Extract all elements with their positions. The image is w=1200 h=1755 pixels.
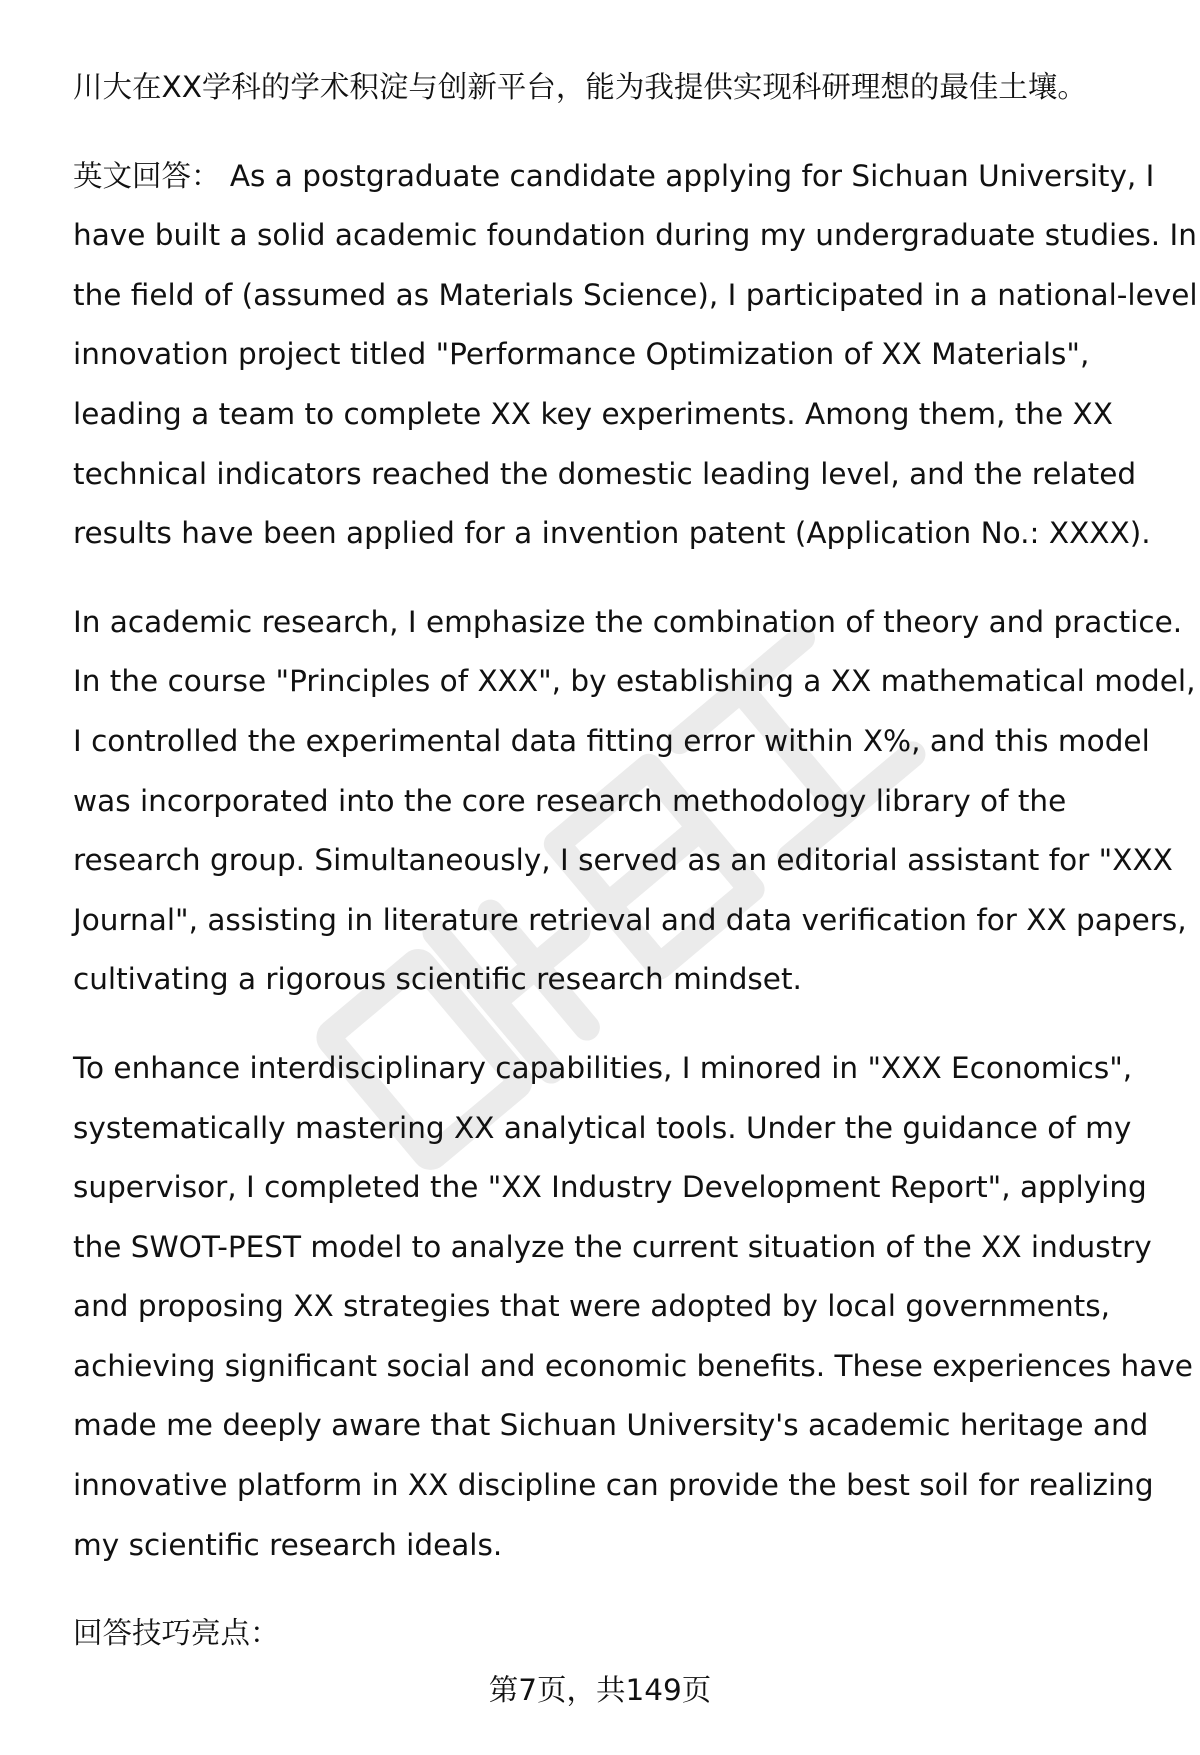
text-line: made me deeply aware that Sichuan University's academic heritage and <box>73 1408 1149 1443</box>
text-line: my scientific research ideals. <box>73 1527 503 1562</box>
text-line: supervisor, I completed the "XX Industry Development Report", applying <box>73 1170 1147 1205</box>
text-line: To enhance interdisciplinary capabilities, I minored in "XXX Economics", <box>73 1050 1133 1085</box>
paragraph <box>73 147 1198 564</box>
paragraph <box>73 593 1196 1010</box>
text-line: 川大在XX学科的学术积淀与创新平台，能为我提供实现科研理想的最佳土壤。 <box>73 70 1087 104</box>
text-line: achieving significant social and economic benefits. These experiences have <box>73 1348 1193 1383</box>
text-line: the field of (assumed as Materials Science), I participated in a national-level <box>73 277 1198 312</box>
document-body <box>73 58 1198 1664</box>
text-line: leading a team to complete XX key experiments. Among them, the XX <box>73 396 1113 431</box>
text-line: and proposing XX strategies that were adopted by local governments, <box>73 1289 1110 1324</box>
text-line: was incorporated into the core research methodology library of the <box>73 783 1067 818</box>
text-line: the SWOT-PEST model to analyze the current situation of the XX industry <box>73 1229 1152 1264</box>
paragraph <box>73 58 1163 118</box>
text-line: technical indicators reached the domestic leading level, and the related <box>73 456 1137 491</box>
text-line: Journal", assisting in literature retrieval and data verification for XX papers, <box>73 902 1187 937</box>
text-line: In academic research, I emphasize the combination of theory and practice. <box>73 604 1183 639</box>
text-line: systematically mastering XX analytical tools. Under the guidance of my <box>73 1110 1132 1145</box>
text-line: innovative platform in XX discipline can provide the best soil for realizing <box>73 1468 1154 1503</box>
text-line: research group. Simultaneously, I served as an editorial assistant for "XXX <box>73 843 1173 878</box>
text-line: innovation project titled "Performance Optimization of XX Materials", <box>73 337 1090 372</box>
text-line: I controlled the experimental data fitting error within X%, and this model <box>73 723 1150 758</box>
text-line: have built a solid academic foundation during my undergraduate studies. In <box>73 218 1197 253</box>
text-line: 英文回答： As a postgraduate candidate applying for Sichuan University, I <box>73 158 1155 193</box>
text-line: results have been applied for a invention patent (Application No.: XXXX). <box>73 516 1151 551</box>
paragraph <box>73 1604 1163 1664</box>
section-heading: 回答技巧亮点： <box>73 1616 280 1651</box>
page-number-footer: 第7页，共149页 <box>488 1673 712 1707</box>
text-line: In the course "Principles of XXX", by establishing a XX mathematical model, <box>73 664 1196 699</box>
paragraph <box>73 1039 1193 1575</box>
text-line: cultivating a rigorous scientific research mindset. <box>73 962 802 997</box>
